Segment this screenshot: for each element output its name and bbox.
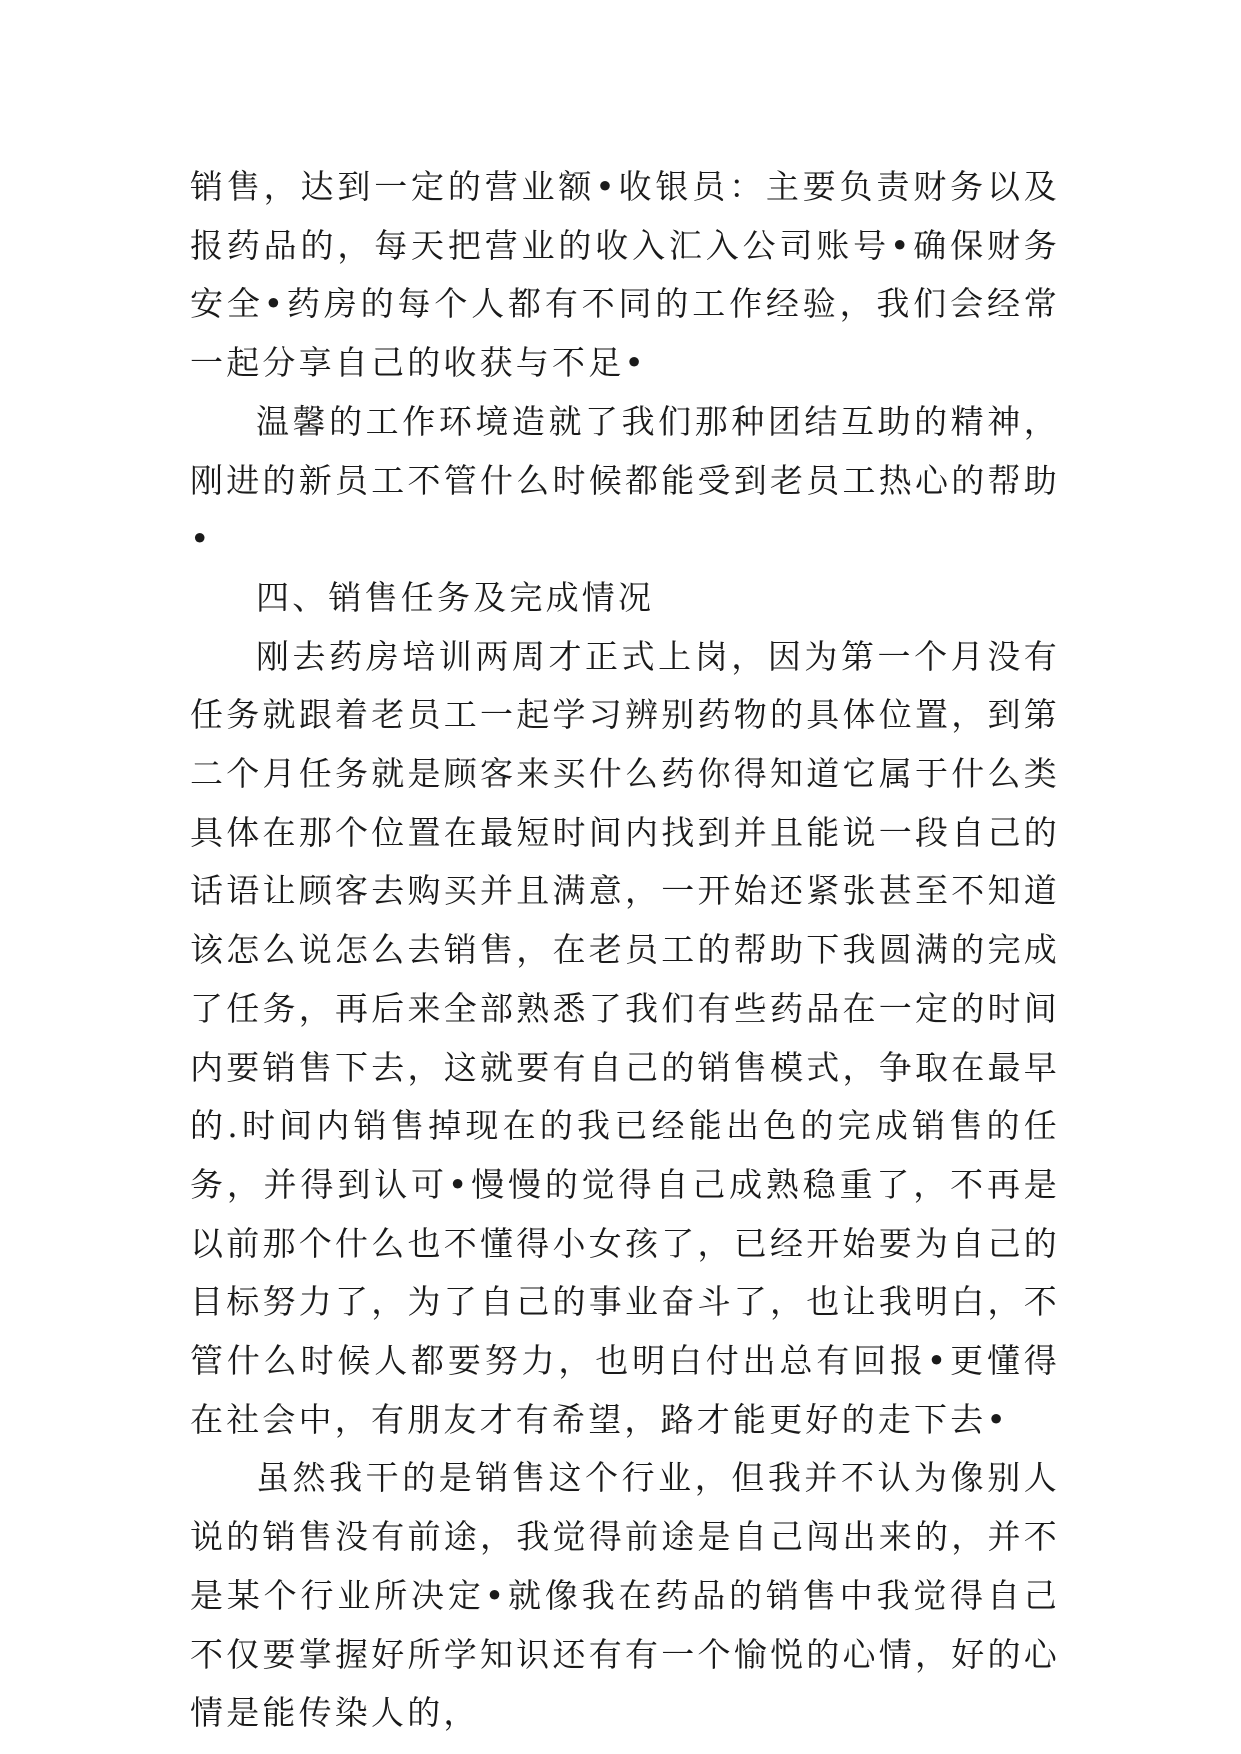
paragraph-work-environment: 温馨的工作环境造就了我们那种团结互助的精神，刚进的新员工不管什么时候都能受到老员工热心的帮助• [190, 401, 1060, 559]
paragraph-sales-career: 虽然我干的是销售这个行业，但我并不认为像别人说的销售没有前途，我觉得前途是自己闯出来的，并不是某个行业所决定•就像我在药品的销售中我觉得自己不仅要掌握好所学知识还有有一个愉悦的心情，好的心情是能传染人的， [190, 1458, 1060, 1733]
paragraph-sales-task: 刚去药房培训两周才正式上岗，因为第一个月没有任务就跟着老员工一起学习辨别药物的具体位置，到第二个月任务就是顾客来买什么药你得知道它属于什么类具体在那个位置在最短时间内找到并且能说一段自己的话语让顾客去购买并且满意，一开始还紧张甚至不知道该怎么说怎么去销售，在老员工的帮助下我圆满的完成了任务，再后来全部熟悉了我们有些药品在一定的时间内要销售下去，这就要有自己的销售模式，争取在最早的.时间内销售掉现在的我已经能出色的完成销售的任务，并得到认可•慢慢的觉得自己成熟稳重了，不再是以前那个什么也不懂得小女孩了，已经开始要为自己的目标努力了，为了自己的事业奋斗了，也让我明白，不管什么时候人都要努力，也明白付出总有回报•更懂得在社会中，有朋友才有希望，路才能更好的走下去• [190, 636, 1060, 1439]
section-heading-sales-task: 四、销售任务及完成情况 [256, 577, 655, 617]
paragraph-continuation: 销售，达到一定的营业额•收银员：主要负责财务以及报药品的，每天把营业的收入汇入公司账号•确保财务安全•药房的每个人都有不同的工作经验，我们会经常一起分享自己的收获与不足• [190, 167, 1060, 383]
document-body [190, 158, 1060, 1743]
